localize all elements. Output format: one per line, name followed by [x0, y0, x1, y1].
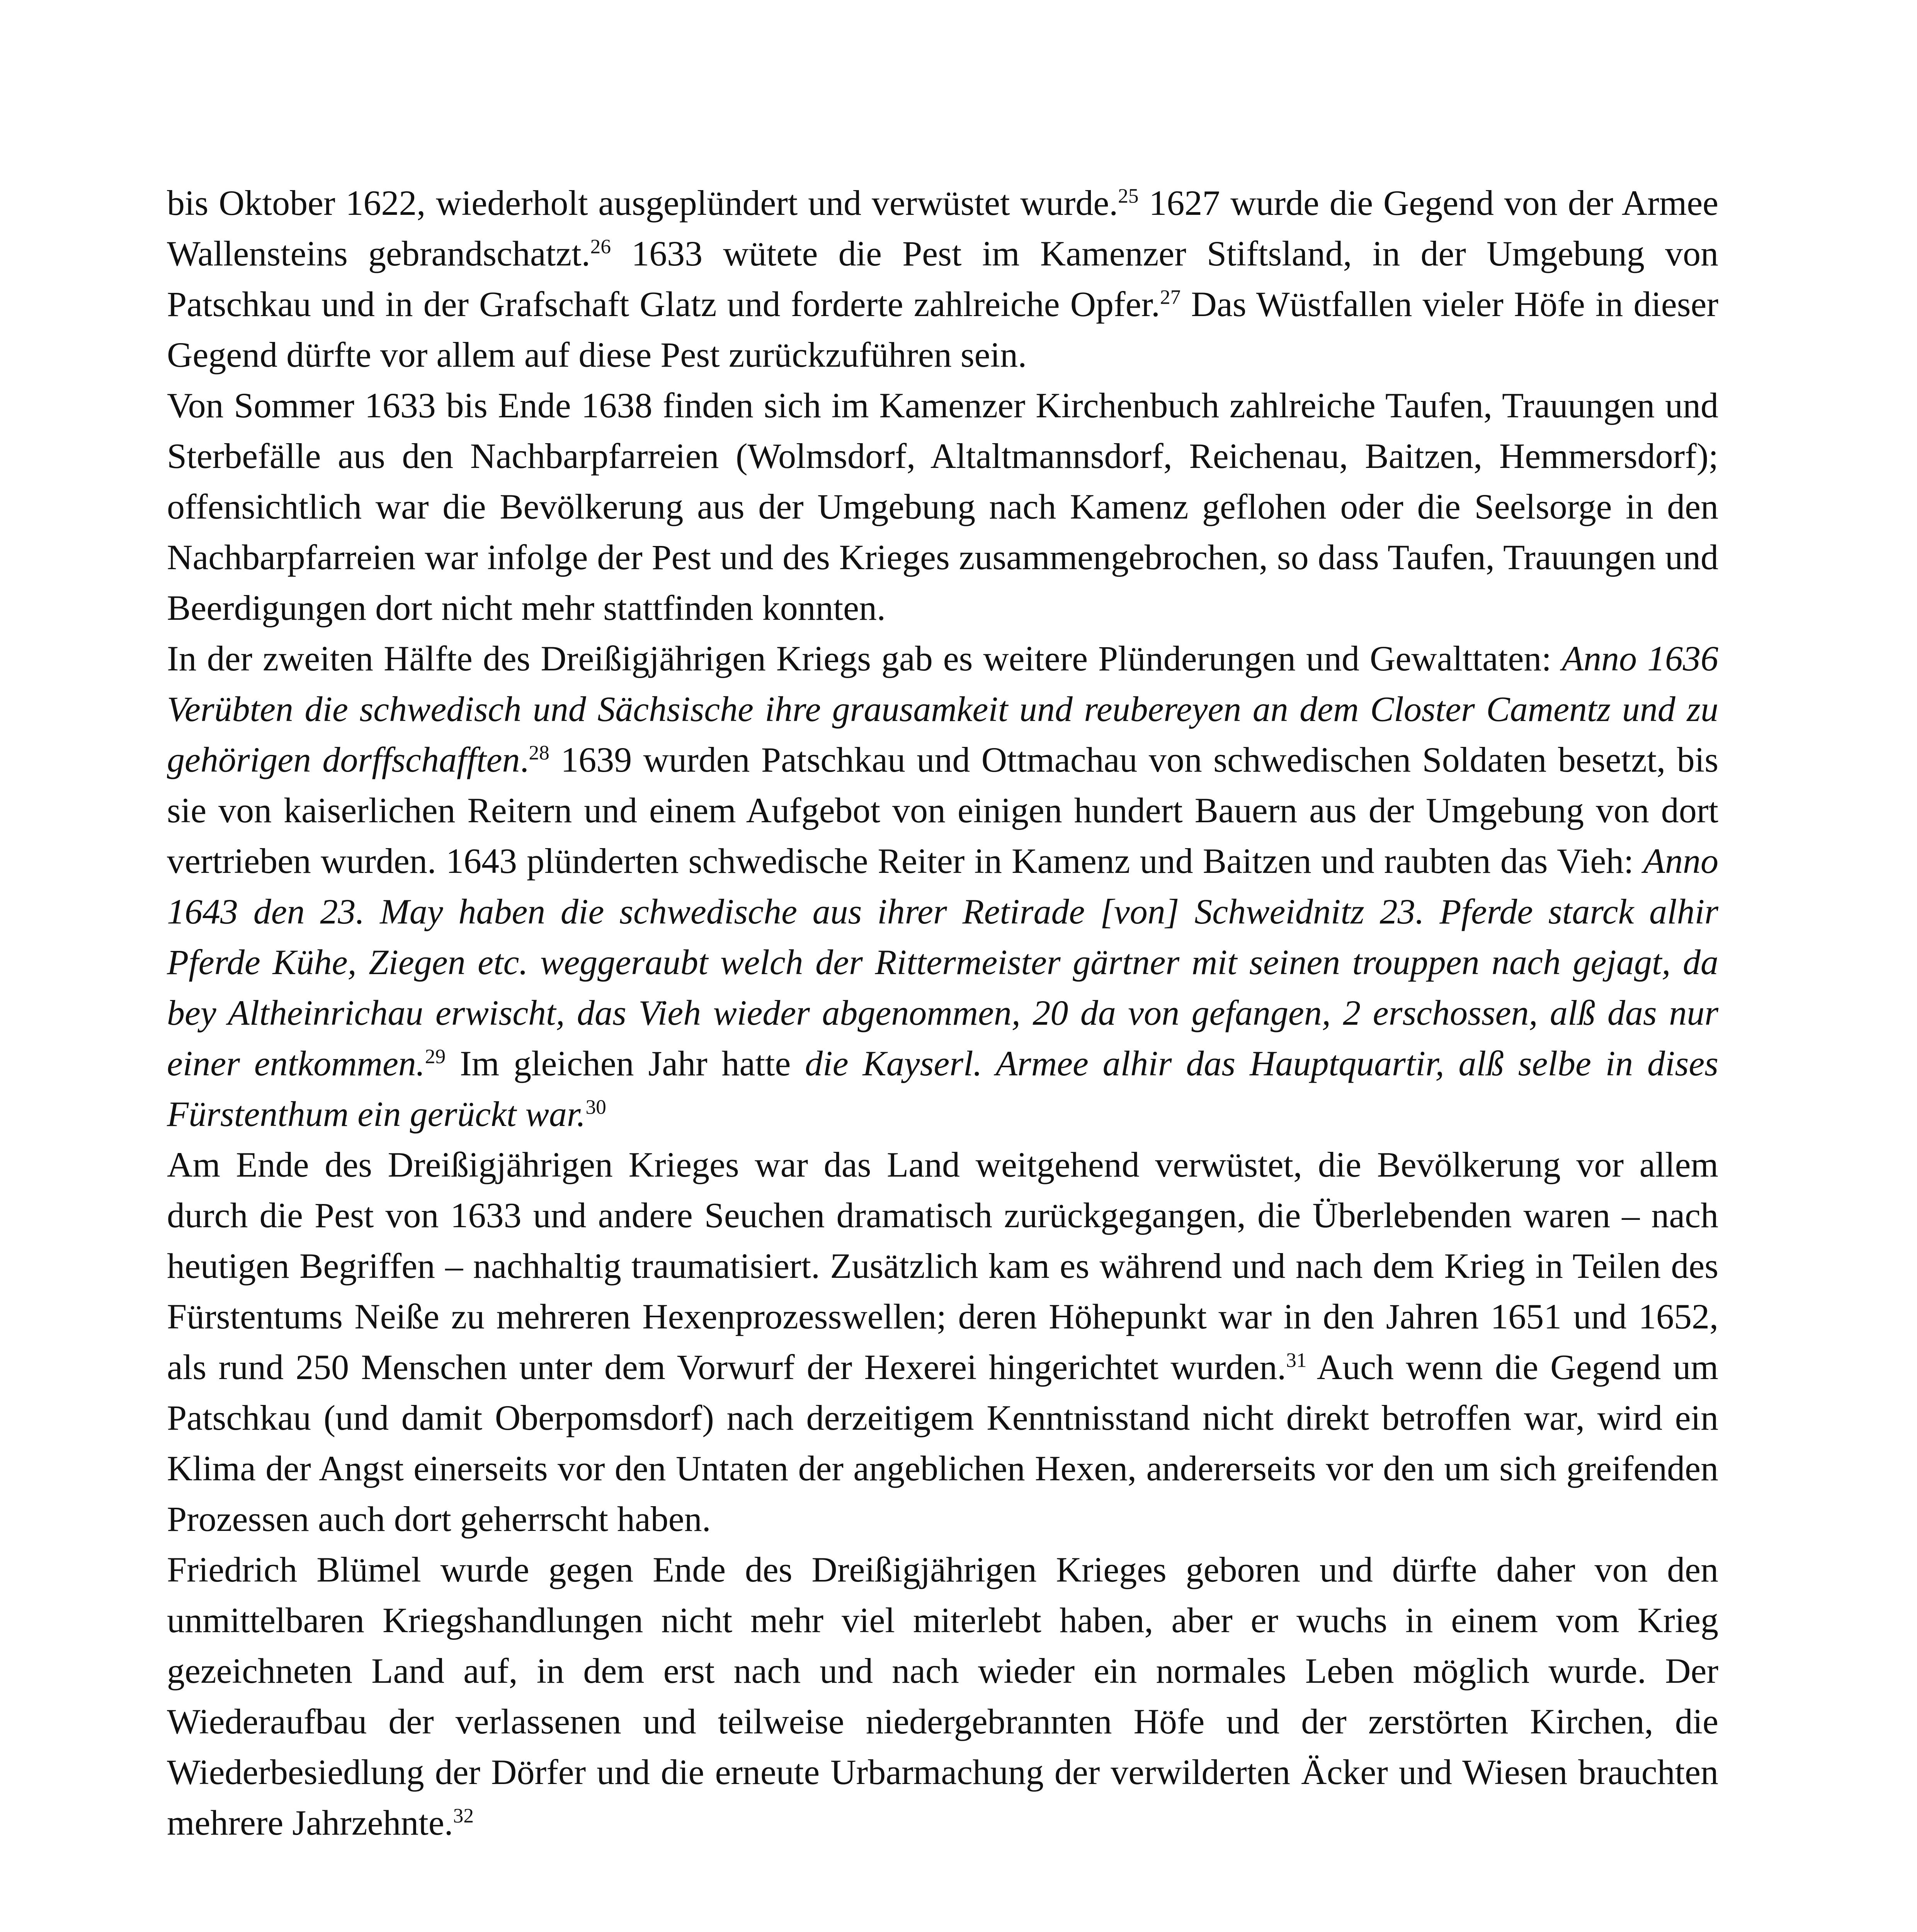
text-run: Am Ende des Dreißigjährigen Krieges war das Land weitgehend verwüstet, die Bevölkerung vor allem durch die Pest von 1633 und andere Seuchen dramatisch zurückgegangen, die Überlebenden waren – nach heutigen Begriffen – nachhaltig traumatisiert. Zusätzlich kam es während und nach dem Krieg in Teilen des Fürstentums Neiße zu mehreren Hexenprozesswellen; deren Höhepunkt war in den Jahren 1651 und 1652, als rund 250 Menschen unter dem Vorwurf der Hexerei hingerichtet wurden. — [167, 1145, 1718, 1387]
quotation-text: Anno 1636 Verübten die schwedisch und Sächsische ihre grausamkeit und reubereyen an dem Closter Camentz und zu gehörigen dorffschafften — [167, 639, 1718, 779]
body-paragraph — [167, 1544, 1718, 1848]
text-run: 1627 wurde die Gegend von der Armee Wallensteins gebrandschatzt. — [167, 183, 1718, 273]
text-run: 1633 wütete die Pest im Kamenzer Stiftsland, in der Umgebung von Patschkau und in der Grafschaft Glatz und forderte zahlreiche Opfer. — [167, 234, 1718, 324]
footnote-reference: 29 — [425, 1044, 446, 1068]
text-run: . — [520, 740, 529, 779]
quotation-text: die Kayserl. Armee alhir das Hauptquartir, alß selbe in dises Fürstenthum ein gerückt war. — [167, 1044, 1718, 1134]
text-run: bis Oktober 1622, wiederholt ausgeplündert und verwüstet wurde. — [167, 183, 1118, 223]
body-paragraph — [167, 633, 1718, 1139]
footnote-reference: 31 — [1286, 1348, 1307, 1372]
text-run: Im gleichen Jahr hatte — [446, 1044, 805, 1083]
body-paragraph — [167, 380, 1718, 633]
text-run: Friedrich Blümel wurde gegen Ende des Dreißigjährigen Krieges geboren und dürfte daher von den unmittelbaren Kriegshandlungen nicht mehr viel miterlebt haben, aber er wuchs in einem vom Krieg gezeichneten Land auf, in dem erst nach und nach wieder ein normales Leben möglich wurde. Der Wiederaufbau der verlassenen und teilweise niedergebrannten Höfe und der zerstörten Kirchen, die Wiederbesiedlung der Dörfer und die erneute Urbarmachung der verwilderten Äcker und Wiesen brauchten mehrere Jahrzehnte. — [167, 1550, 1718, 1842]
text-run: Von Sommer 1633 bis Ende 1638 finden sich im Kamenzer Kirchenbuch zahlreiche Taufen, Trauungen und Sterbefälle aus den Nachbarpfarreien (Wolmsdorf, Altaltmannsdorf, Reichenau, Baitzen, Hemmersdorf); offensichtlich war die Bevölkerung aus der Umgebung nach Kamenz geflohen oder die Seelsorge in den Nachbarpfarreien war infolge der Pest und des Krieges zusammengebrochen, so dass Taufen, Trauungen und Beerdigungen dort nicht mehr stattfinden konnten. — [167, 386, 1718, 628]
footnote-reference: 32 — [453, 1804, 474, 1827]
footnote-reference: 28 — [529, 741, 549, 764]
footnote-reference: 27 — [1160, 285, 1181, 309]
footnote-reference: 30 — [585, 1095, 606, 1119]
text-run: Das Wüstfallen vieler Höfe in dieser Gegend dürfte vor allem auf diese Pest zurückzuführen sein. — [167, 284, 1719, 374]
body-paragraph — [167, 1139, 1718, 1544]
footnote-reference: 25 — [1118, 184, 1139, 207]
text-run: Auch wenn die Gegend um Patschkau (und damit Oberpomsdorf) nach derzeitigem Kenntnisstand nicht direkt betroffen war, wird ein Klima der Angst einerseits vor den Untaten der angeblichen Hexen, andererseits vor den um sich greifenden Prozessen auch dort geherrscht haben. — [167, 1347, 1718, 1539]
text-run: In der zweiten Hälfte des Dreißigjährigen Kriegs gab es weitere Plünderungen und Gewalttaten: — [167, 639, 1562, 678]
body-text — [167, 178, 1718, 1848]
body-paragraph — [167, 178, 1718, 380]
text-run: 1639 wurden Patschkau und Ottmachau von schwedischen Soldaten besetzt, bis sie von kaiserlichen Reitern und einem Aufgebot von einigen hundert Bauern aus der Umgebung von dort vertrieben wurden. 1643 plünderten schwedische Reiter in Kamenz und Baitzen und raubten das Vieh: — [167, 740, 1719, 881]
quotation-text: Anno 1643 den 23. May haben die schwedische aus ihrer Retirade [von] Schweidnitz 23. Pferde starck alhir Pferde Kühe, Ziegen etc. weggeraubt welch der Rittermeister gärtner mit seinen trouppen nach gejagt, da bey Altheinrichau erwischt, das Vieh wieder abgenommen, 20 da von gefangen, 2 erschossen, alß das nur einer entkommen. — [167, 841, 1718, 1083]
footnote-reference: 26 — [590, 235, 611, 258]
